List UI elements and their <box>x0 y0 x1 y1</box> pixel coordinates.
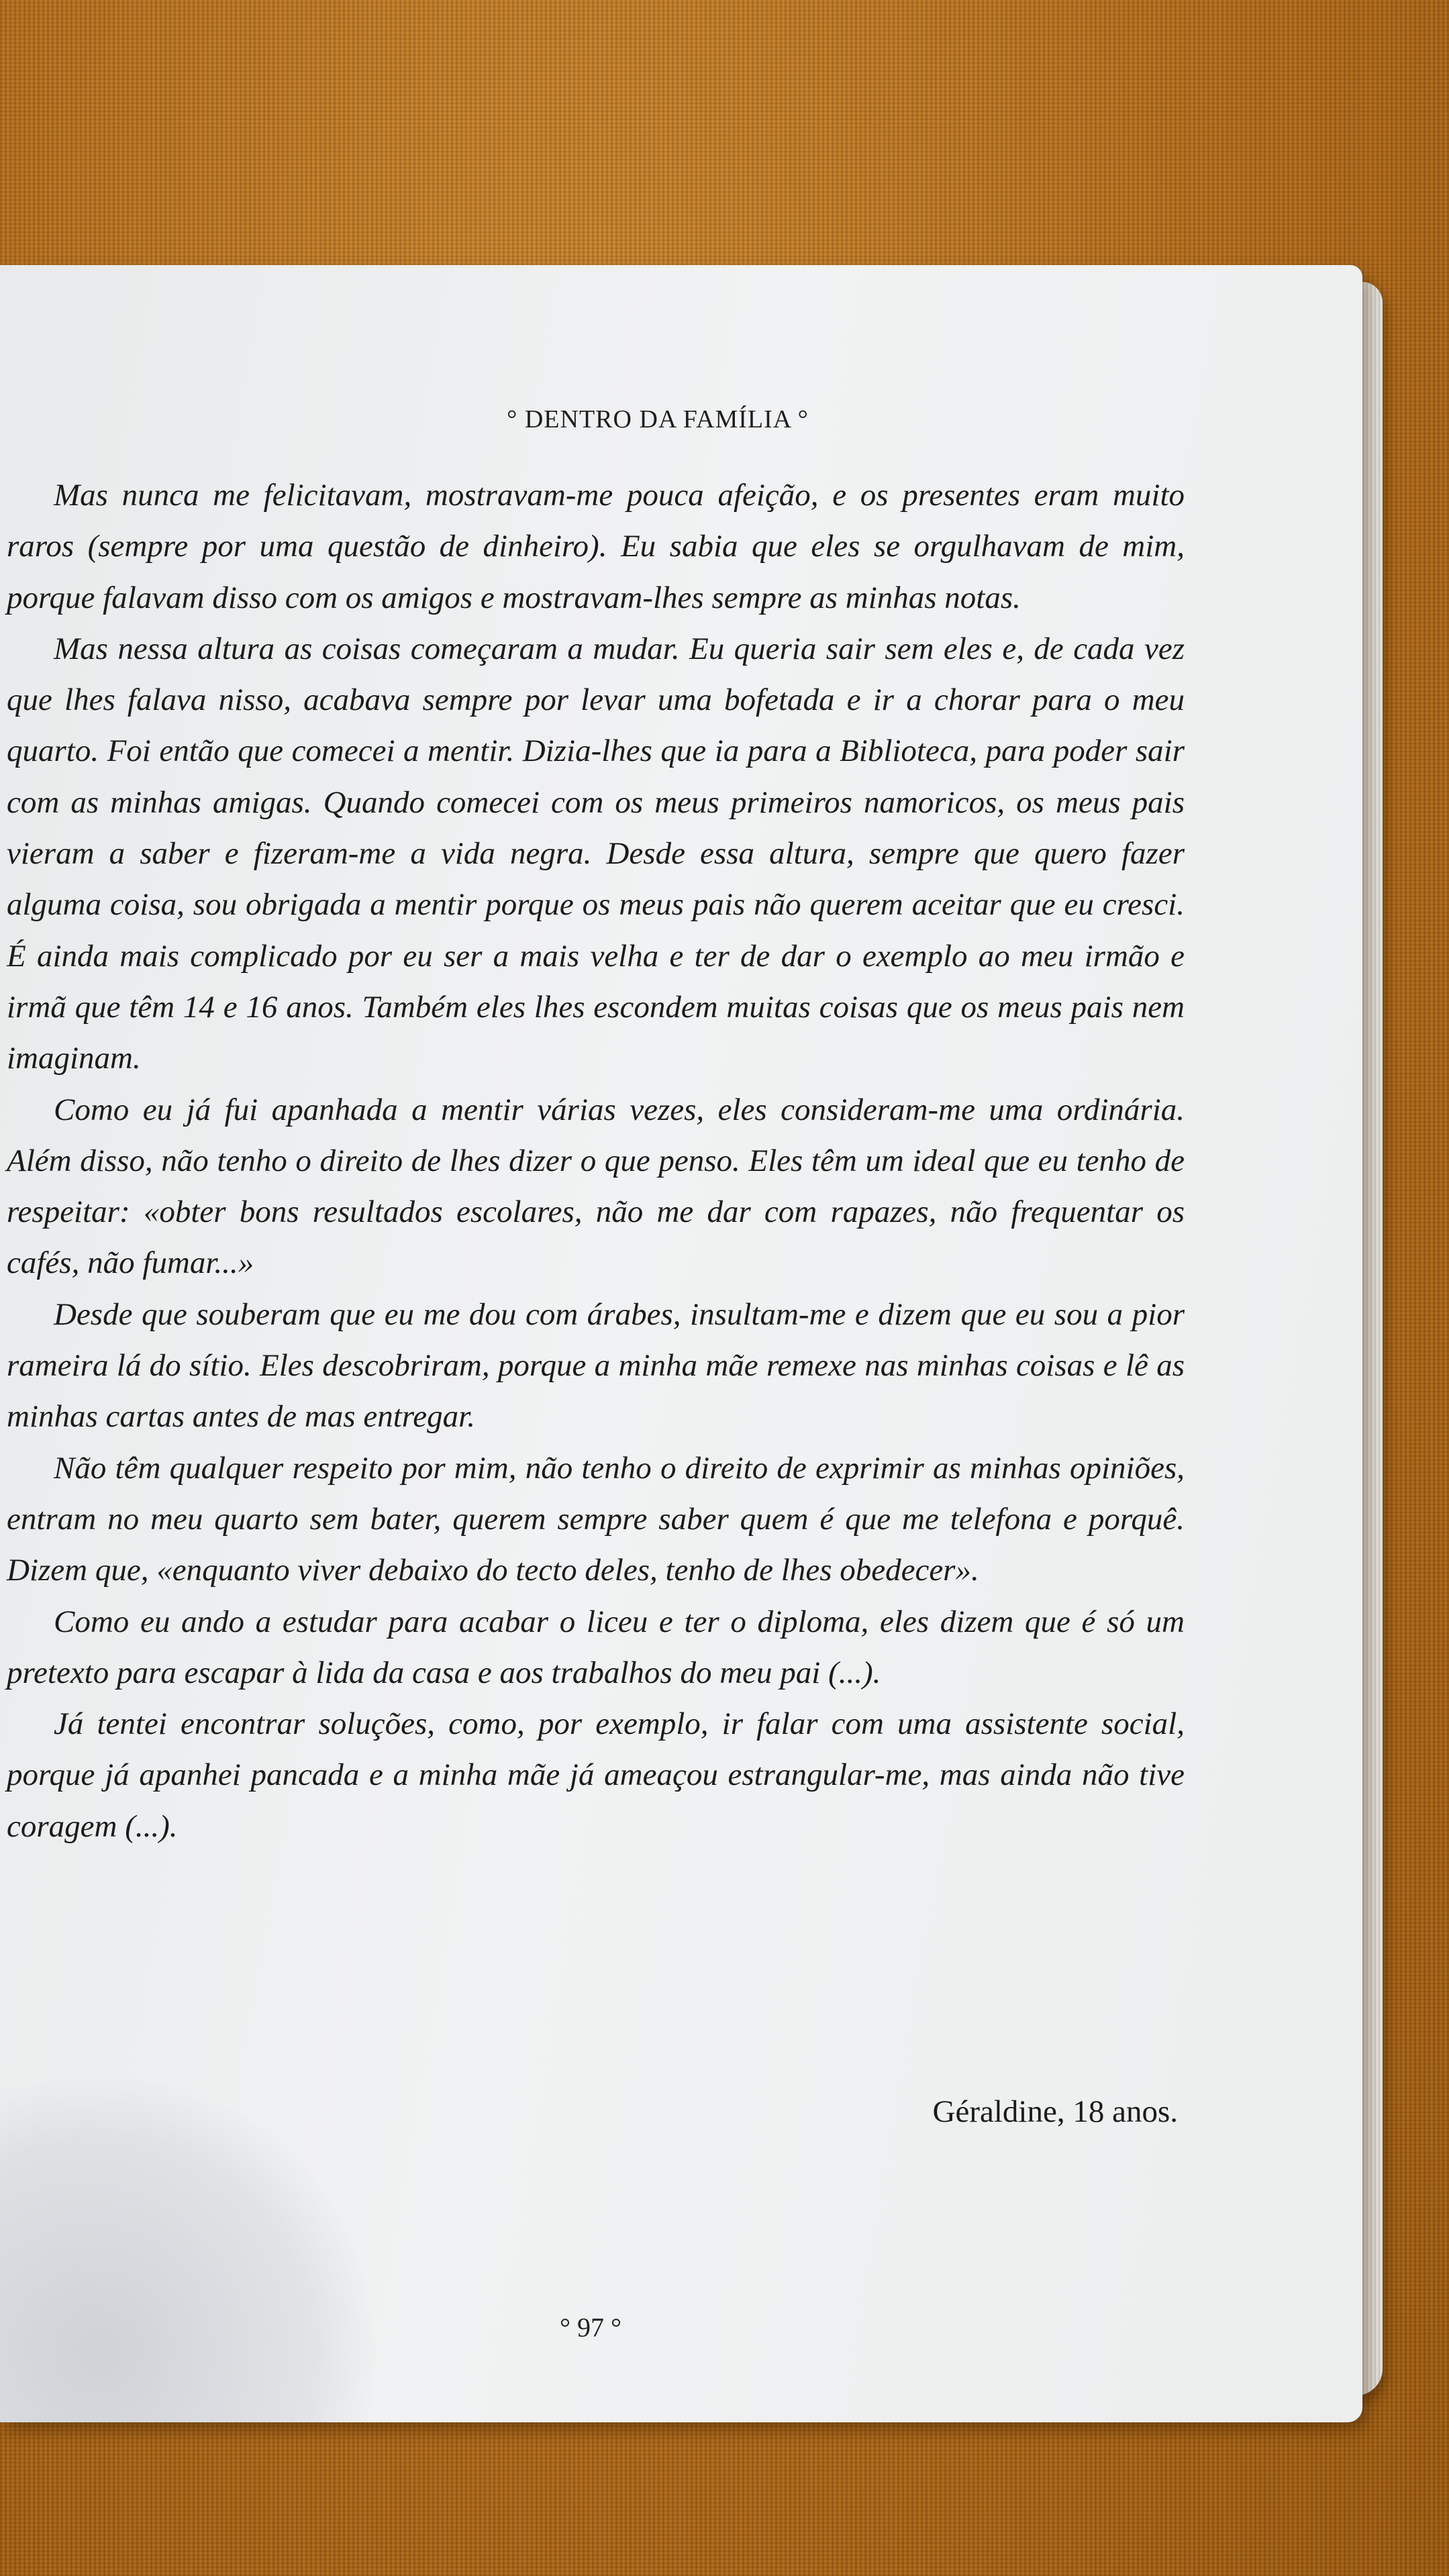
signature: Géraldine, 18 anos. <box>932 2094 1178 2129</box>
body-text <box>7 470 1185 1852</box>
paragraph: Desde que souberam que eu me dou com árabes, insultam-me e dizem que eu sou a pior rameira lá do sítio. Eles descobriram, porque a minha mãe remexe nas minhas coisas e lê as minhas cartas antes de mas entregar. <box>7 1296 1185 1435</box>
shadow <box>0 2077 376 2422</box>
book-page <box>0 265 1362 2422</box>
paragraph: Como eu ando a estudar para acabar o liceu e ter o diploma, eles dizem que é só um pretexto para escapar à lida da casa e aos trabalhos do meu pai (...). <box>7 1604 1185 1690</box>
page-number: ° 97 ° <box>560 2312 621 2342</box>
paragraph: Como eu já fui apanhada a mentir várias vezes, eles consideram-me uma ordinária. Além disso, não tenho o direito de lhes dizer o que penso. Eles têm um ideal que eu tenho de respeitar: «obter bons resultados escolares, não me dar com rapazes, não frequentar os cafés, não fumar...» <box>7 1092 1185 1281</box>
paragraph: Mas nunca me felicitavam, mostravam-me pouca afeição, e os presentes eram muito raros (sempre por uma questão de dinheiro). Eu sabia que eles se orgulhavam de mim, porque falavam disso com os amigos e mostravam-lhes sempre as minhas notas. <box>7 478 1185 615</box>
paragraph: Já tentei encontrar soluções, como, por exemplo, ir falar com uma assistente social, porque já apanhei pancada e a minha mãe já ameaçou estrangular-me, mas ainda não tive coragem (...). <box>7 1706 1185 1844</box>
paragraph: Não têm qualquer respeito por mim, não tenho o direito de exprimir as minhas opiniões, entram no meu quarto sem bater, querem sempre saber quem é que me telefona e porquê. Dizem que, «enquanto viver debaixo do tecto deles, tenho de lhes obedecer». <box>7 1450 1185 1588</box>
paragraph: Mas nessa altura as coisas começaram a mudar. Eu queria sair sem eles e, de cada vez que lhes falava nisso, acabava sempre por levar uma bofetada e ir a chorar para o meu quarto. Foi então que comecei a mentir. Dizia-lhes que ia para a Biblioteca, para poder sair com as minhas amigas. Quando comecei com os meus primeiros namoricos, os meus pais vieram a saber e fizeram-me a vida negra. Desde essa altura, sempre que quero fazer alguma coisa, sou obrigada a mentir porque os meus pais não querem aceitar que eu cresci. É ainda mais complicado por eu ser a mais velha e ter de dar o exemplo ao meu irmão e irmã que têm 14 e 16 anos. Também eles lhes escondem muitas coisas que os meus pais nem imaginam. <box>7 631 1185 1076</box>
running-head: ° DENTRO DA FAMÍLIA ° <box>507 405 809 433</box>
